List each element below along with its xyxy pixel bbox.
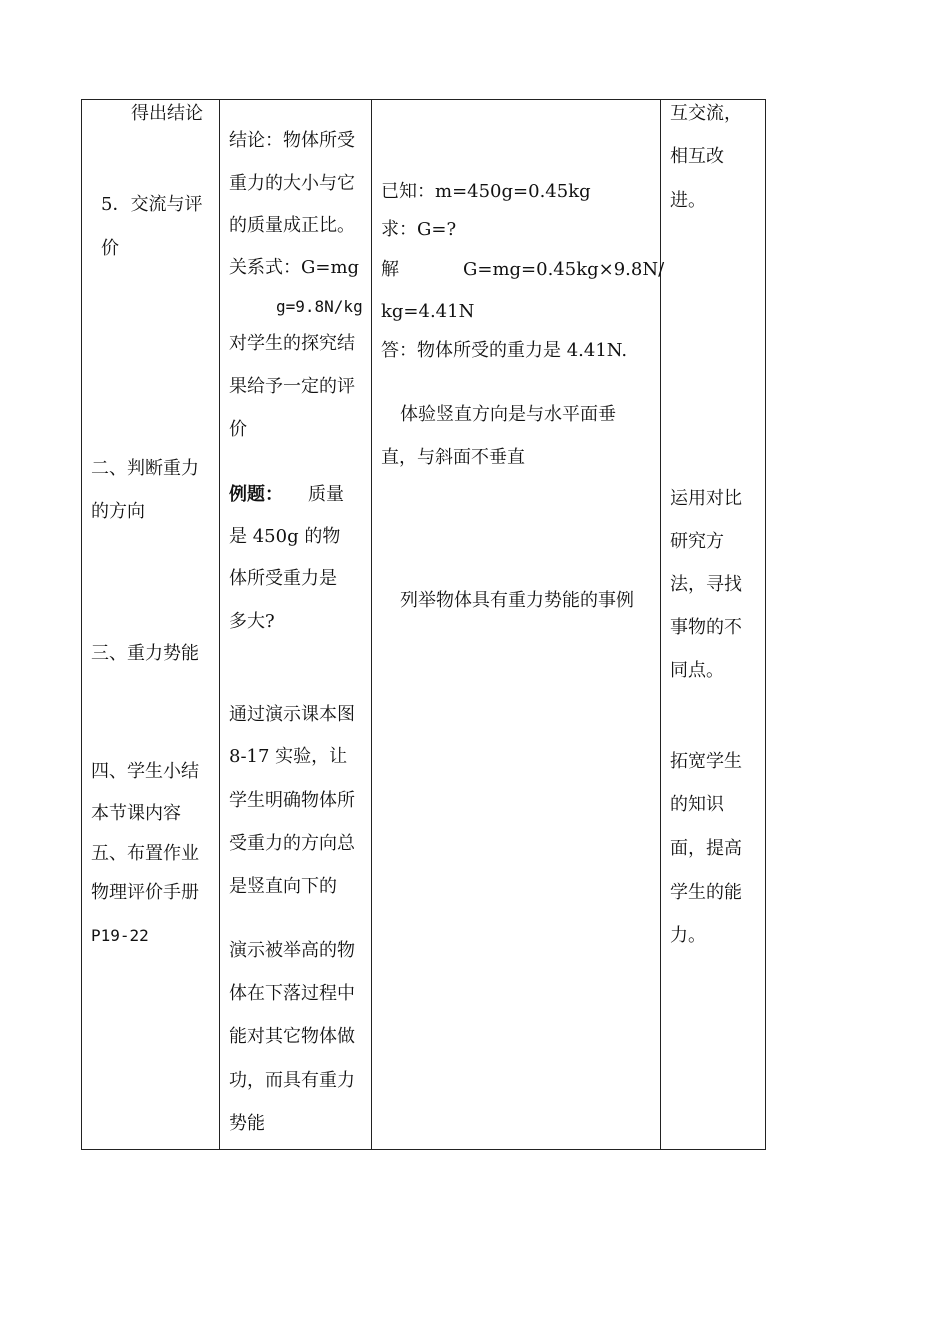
conclusion-text: 重力的大小与它 — [229, 173, 355, 194]
section-five-heading: 五、布置作业 — [91, 843, 199, 864]
intent-text: 学生的能 — [670, 882, 742, 903]
vertical-experience-text: 直，与斜面不垂直 — [381, 447, 525, 468]
find-text: 求：G=? — [381, 219, 457, 240]
potential-energy-demo: 能对其它物体做 — [229, 1026, 355, 1047]
solution-text: kg=4.41N — [381, 301, 475, 322]
lesson-plan-table — [81, 99, 766, 1150]
intent-text: 进。 — [670, 190, 706, 211]
intent-text: 面，提高 — [670, 838, 742, 859]
example-question: 质量 — [308, 484, 344, 505]
solution-text: G=mg=0.45kg×9.8N/ — [463, 259, 665, 280]
section-two-heading-cont: 的方向 — [91, 501, 145, 522]
potential-energy-demo: 势能 — [229, 1113, 265, 1134]
conclusion-text: 的质量成正比。 — [229, 215, 355, 236]
section-four-heading: 四、学生小结 — [91, 761, 199, 782]
demo-text: 是竖直向下的 — [229, 876, 337, 897]
example-question: 多大? — [229, 611, 275, 632]
intent-text: 力。 — [670, 925, 706, 946]
answer-text: 答：物体所受的重力是 4.41N. — [381, 340, 628, 361]
potential-energy-demo: 体在下落过程中 — [229, 983, 355, 1004]
intent-text: 研究方 — [670, 531, 724, 552]
evaluation-text: 果给予一定的评 — [229, 376, 355, 397]
intent-text: 法，寻找 — [670, 574, 742, 595]
demo-text: 通过演示课本图 — [229, 704, 355, 725]
intent-text: 运用对比 — [670, 488, 742, 509]
potential-energy-demo: 演示被举高的物 — [229, 940, 355, 961]
evaluation-text: 对学生的探究结 — [229, 333, 355, 354]
formula-text: 关系式：G=mg — [229, 257, 360, 278]
example-label: 例题： — [229, 484, 283, 505]
potential-energy-demo: 功，而具有重力 — [229, 1070, 355, 1091]
column-divider — [219, 100, 220, 1149]
step-exchange-cont: 价 — [101, 238, 119, 259]
step-conclusion: 得出结论 — [131, 103, 203, 124]
evaluation-text: 价 — [229, 419, 247, 440]
section-two-heading: 二、判断重力 — [91, 458, 199, 479]
intent-text: 同点。 — [670, 660, 724, 681]
given-text: 已知：m=450g=0.45kg — [381, 181, 591, 202]
intent-text: 拓宽学生 — [670, 751, 742, 772]
demo-text: 受重力的方向总 — [229, 833, 355, 854]
step-exchange: 5．交流与评 — [101, 194, 203, 215]
solution-label: 解 — [381, 259, 399, 280]
conclusion-text: 结论：物体所受 — [229, 130, 355, 151]
section-four-heading-cont: 本节课内容 — [91, 803, 181, 824]
section-three-heading: 三、重力势能 — [91, 643, 199, 664]
g-constant: g=9.8N/kg — [276, 297, 363, 316]
example-question: 体所受重力是 — [229, 568, 337, 589]
column-divider — [371, 100, 372, 1149]
vertical-experience-text: 体验竖直方向是与水平面垂 — [400, 404, 616, 425]
intent-text: 互交流， — [670, 103, 742, 124]
homework-book: 物理评价手册 — [91, 882, 199, 903]
intent-text: 的知识 — [670, 794, 724, 815]
homework-pages: P19-22 — [91, 926, 149, 945]
demo-text: 8-17 实验，让 — [229, 746, 348, 767]
example-question: 是 450g 的物 — [229, 526, 341, 547]
potential-energy-examples: 列举物体具有重力势能的事例 — [400, 590, 634, 611]
column-divider — [660, 100, 661, 1149]
intent-text: 事物的不 — [670, 617, 742, 638]
demo-text: 学生明确物体所 — [229, 790, 355, 811]
intent-text: 相互改 — [670, 146, 724, 167]
